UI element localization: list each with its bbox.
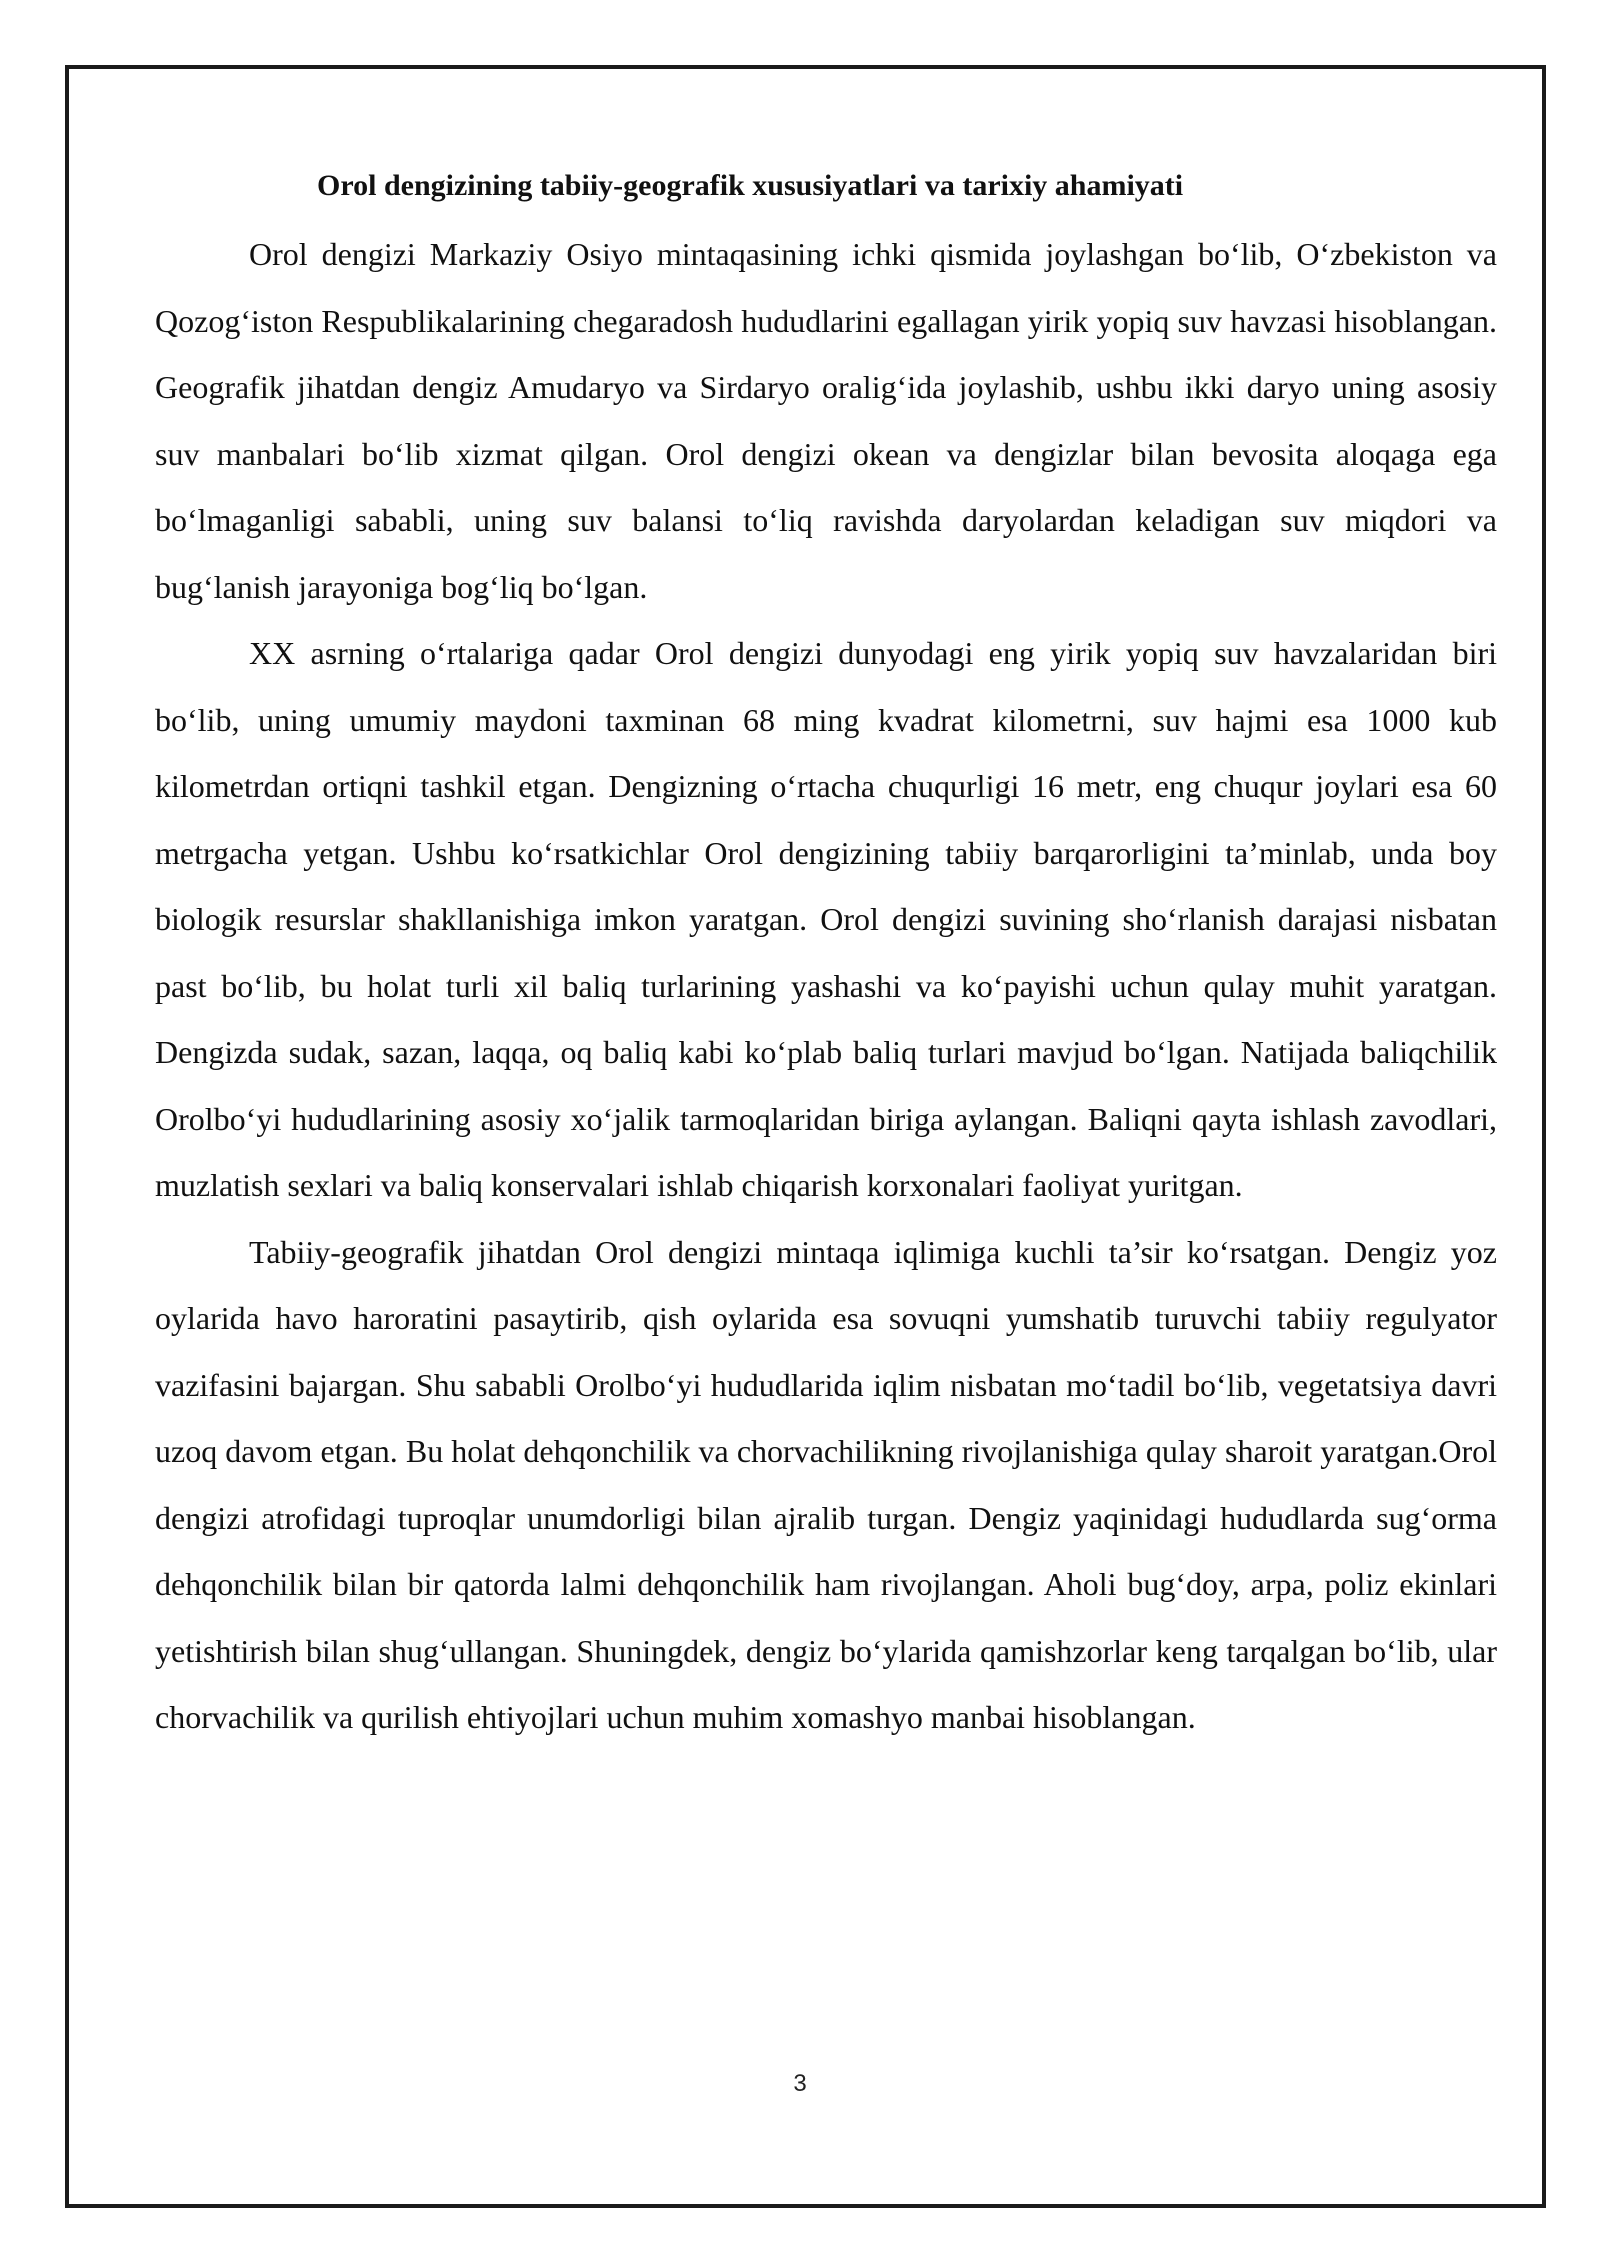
page-number: 3 <box>793 2070 807 2097</box>
paragraph-3: Tabiiy-geografik jihatdan Orol dengizi mintaqa iqlimiga kuchli ta’sir ko‘rsatgan. Dengiz yoz oylarida havo haroratini pasaytirib, qish oylarida esa sovuqni yumshatib turuvchi tabiiy regulyator vazifasini bajargan. Shu sababli Orolbo‘yi hududlarida iqlim nisbatan mo‘tadil bo‘lib, vegetatsiya davri uzoq davom etgan. Bu holat dehqonchilik va chorvachilikning rivojlanishiga qulay sharoit yaratgan.Orol dengizi atrofidagi tuproqlar unumdorligi bilan ajralib turgan. Dengiz yaqinidagi hududlarda sug‘orma dehqonchilik bilan bir qatorda lalmi dehqonchilik ham rivojlangan. Aholi bug‘doy, arpa, poliz ekinlari yetishtirish bilan shug‘ullangan. Shuningdek, dengiz bo‘ylarida qamishzorlar keng tarqalgan bo‘lib, ular chorvachilik va qurilish ehtiyojlari uchun muhim xomashyo manbai hisoblangan. <box>155 1233 1497 1735</box>
document-body <box>155 165 1497 1751</box>
document-title: Orol dengizining tabiiy-geografik xususiyatlari va tarixiy ahamiyati <box>317 169 1184 202</box>
paragraph-2: XX asrning o‘rtalariga qadar Orol dengizi dunyodagi eng yirik yopiq suv havzalaridan biri bo‘lib, uning umumiy maydoni taxminan 68 ming kvadrat kilometrni, suv hajmi esa 1000 kub kilometrdan ortiqni tashkil etgan. Dengizning o‘rtacha chuqurligi 16 metr, eng chuqur joylari esa 60 metrgacha yetgan. Ushbu ko‘rsatkichlar Orol dengizining tabiiy barqarorligini ta’minlab, unda boy biologik resurslar shakllanishiga imkon yaratgan. Orol dengizi suvining sho‘rlanish darajasi nisbatan past bo‘lib, bu holat turli xil baliq turlarining yashashi va ko‘payishi uchun qulay muhit yaratgan. Dengizda sudak, sazan, laqqa, oq baliq kabi ko‘plab baliq turlari mavjud bo‘lgan. Natijada baliqchilik Orolbo‘yi hududlarining asosiy xo‘jalik tarmoqlaridan biriga aylangan. Baliqni qayta ishlash zavodlari, muzlatish sexlari va baliq konservalari ishlab chiqarish korxonalari faoliyat yuritgan. <box>155 635 1497 1203</box>
paragraph-1: Orol dengizi Markaziy Osiyo mintaqasining ichki qismida joylashgan bo‘lib, O‘zbekiston va Qozog‘iston Respublikalarining chegaradosh hududlarini egallagan yirik yopiq suv havzasi hisoblangan. Geografik jihatdan dengiz Amudaryo va Sirdaryo oralig‘ida joylashib, ushbu ikki daryo uning asosiy suv manbalari bo‘lib xizmat qilgan. Orol dengizi okean va dengizlar bilan bevosita aloqaga ega bo‘lmaganligi sababli, uning suv balansi to‘liq ravishda daryolardan keladigan suv miqdori va bug‘lanish jarayoniga bog‘liq bo‘lgan. <box>155 236 1497 605</box>
